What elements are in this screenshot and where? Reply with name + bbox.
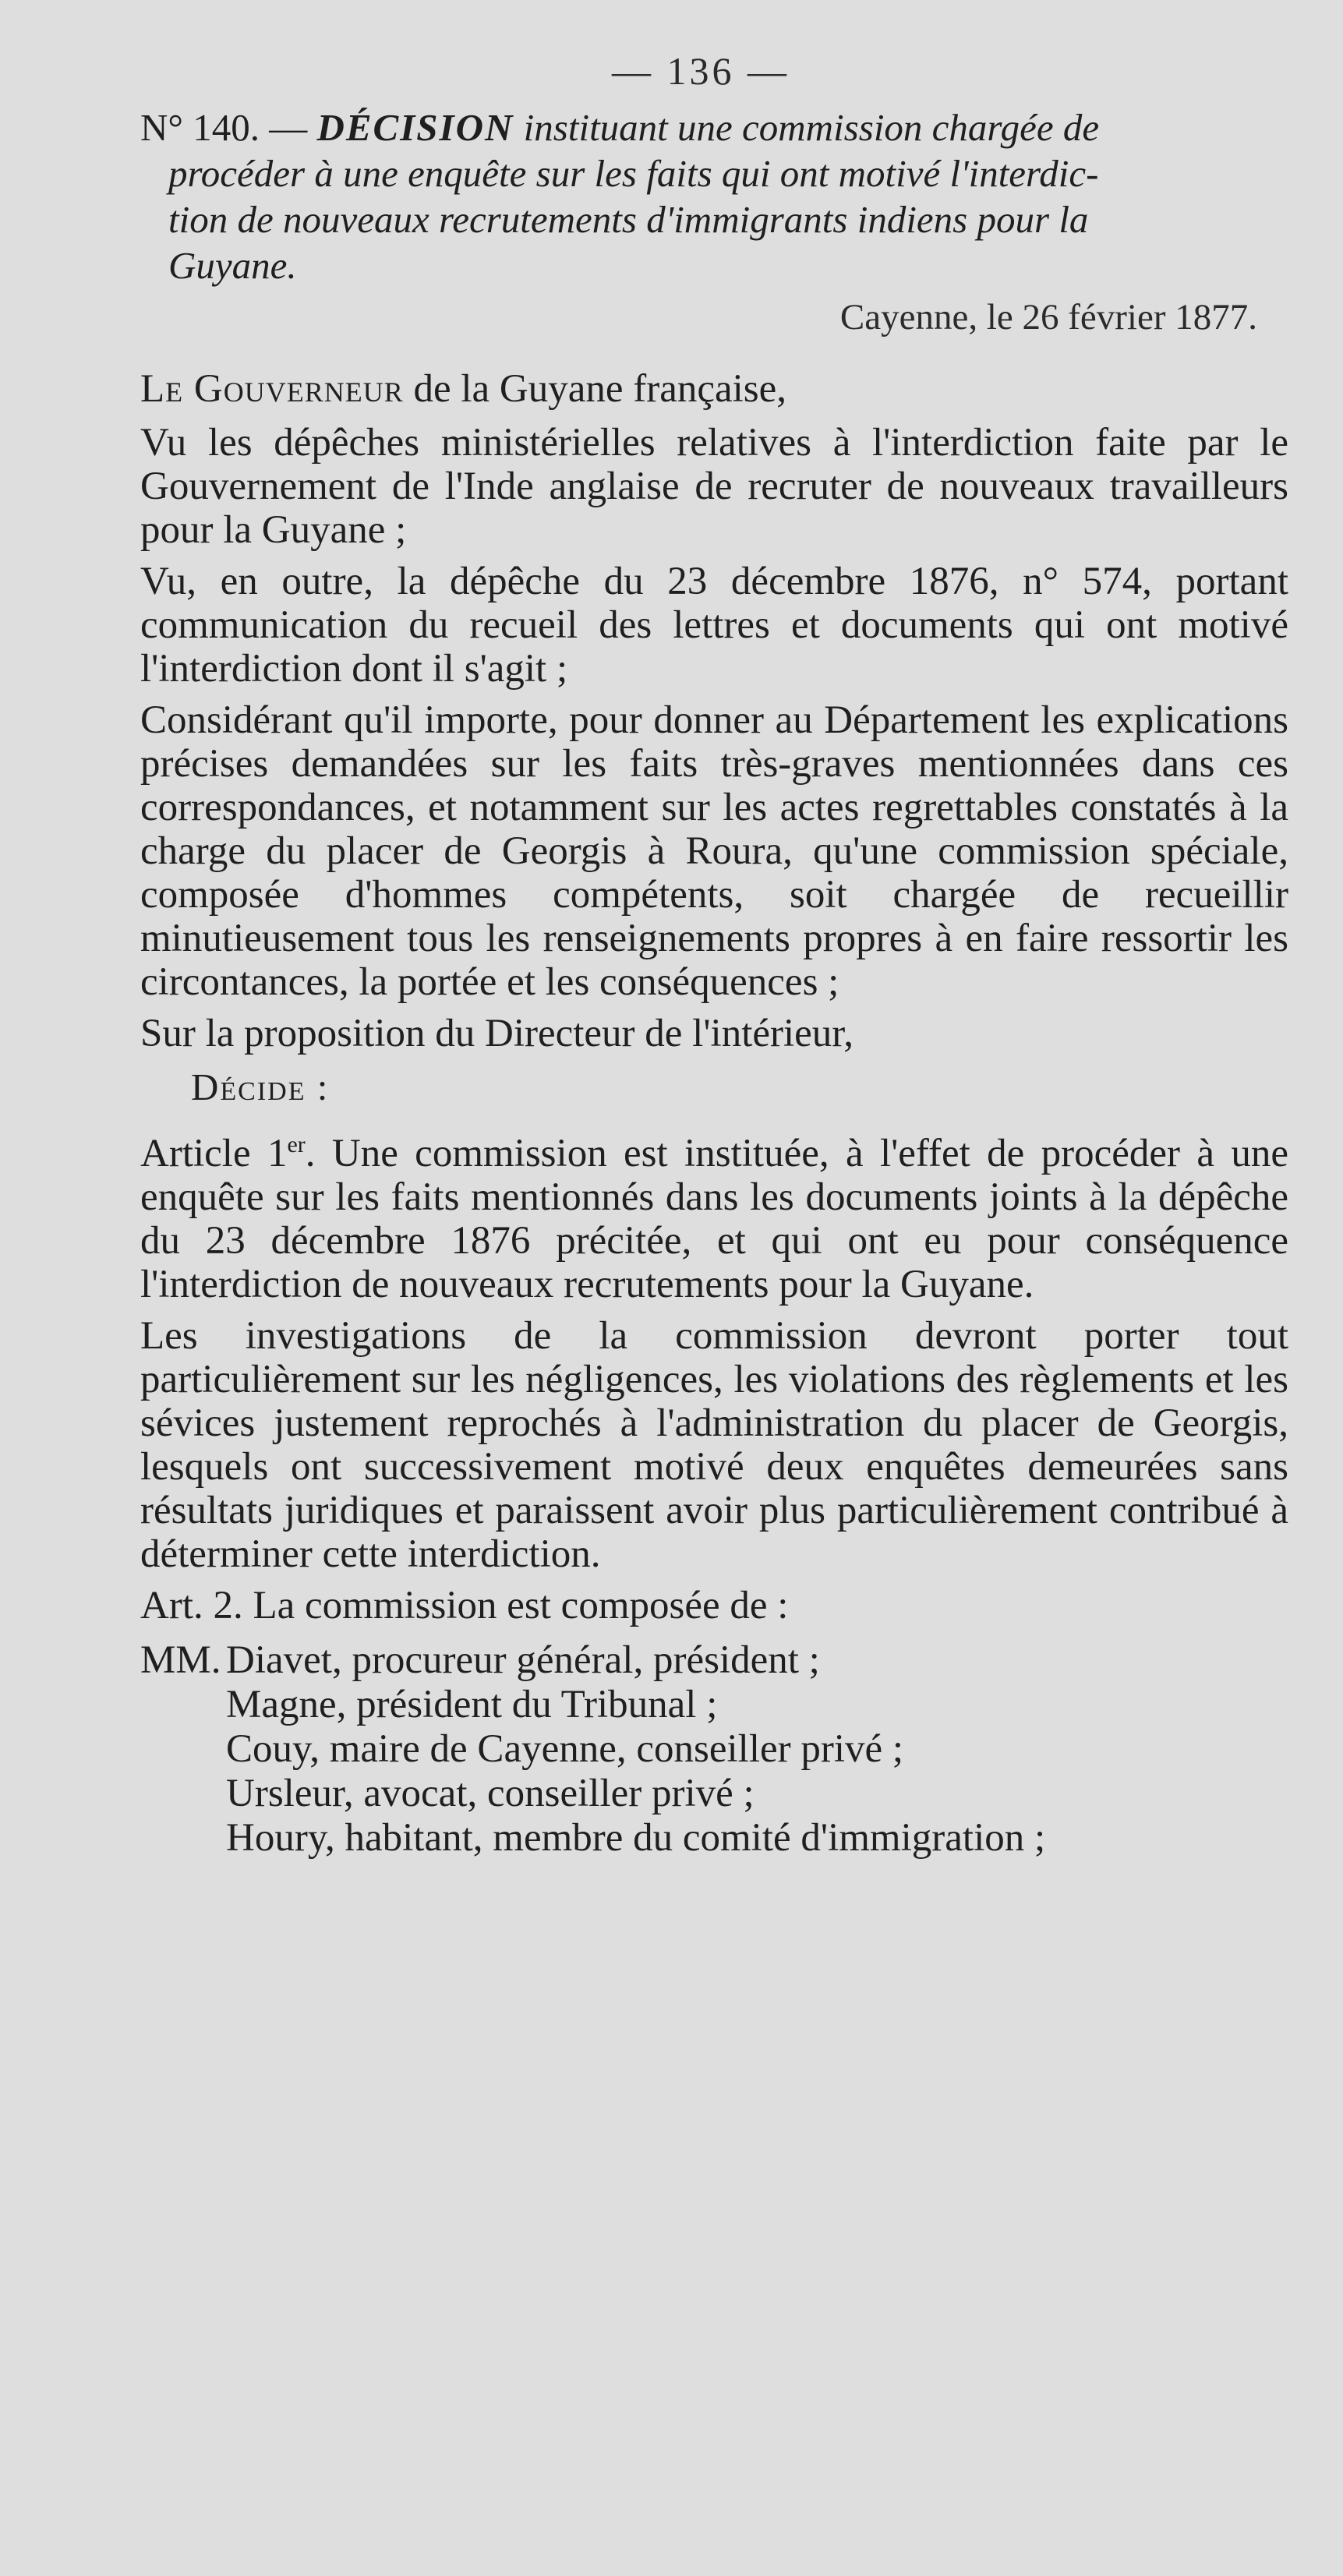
article-1-text: . Une commission est instituée, à l'effet de procéder à une enquête sur les faits mentionnés dans les documents joints à la dépêche du 23 décembre 1876 précitée, et qui ont eu pour conséquence l'interdiction de nouveaux recrutements pour la Guyane. <box>140 1132 1288 1306</box>
heading-line-3: tion de nouveaux recrutements d'immigrants indiens pour la <box>168 198 1089 241</box>
heading-line-4: Guyane. <box>168 244 297 287</box>
decision-number: N° 140. <box>140 106 260 149</box>
heading-dash: — <box>269 106 308 149</box>
member-item: Houry, habitant, membre du comité d'immigration ; <box>226 1816 1046 1860</box>
decision-heading <box>140 104 1288 288</box>
paragraph-considerant: Considérant qu'il importe, pour donner au Département les explications précises demandées sur les faits très-graves mentionnées dans ces correspondances, et notamment sur les actes regrettables constatés à la charge du placer de Georgis à Roura, qu'une commission spéciale, composée d'hommes compétents, soit chargée de recueillir minutieusement tous les renseignements propres à en faire ressortir les circontances, la portée et les conséquences ; <box>140 698 1288 1004</box>
decide-heading: Décide : <box>191 1065 330 1108</box>
member-item: Magne, président du Tribunal ; <box>226 1683 718 1726</box>
authority-line <box>140 366 1288 412</box>
member-item: Diavet, procureur général, président ; <box>226 1638 820 1682</box>
article-1-label-text: Article 1 <box>140 1132 288 1175</box>
decision-keyword: DÉCISION <box>316 106 514 149</box>
article-1-sup: er <box>287 1132 306 1157</box>
page-number: — 136 — <box>612 49 790 93</box>
authority-title: Le Gouverneur <box>140 367 404 411</box>
article-2: Art. 2. La commission est composée de : <box>140 1584 789 1627</box>
member-item: Couy, maire de Cayenne, conseiller privé ; <box>226 1727 904 1771</box>
heading-line-2: procéder à une enquête sur les faits qui ont motivé l'interdic- <box>168 152 1099 195</box>
member-list <box>140 1638 1288 1860</box>
member-prefix: MM. <box>140 1638 221 1682</box>
authority-rest: de la Guyane française, <box>413 367 787 411</box>
article-1-label <box>140 1132 306 1175</box>
dateline: Cayenne, le 26 février 1877. <box>839 297 1257 337</box>
member-item: Ursleur, avocat, conseiller privé ; <box>226 1772 755 1815</box>
heading-line-1: instituant une commission chargée de <box>523 106 1100 149</box>
paragraph-proposition: Sur la proposition du Directeur de l'intérieur, <box>140 1012 854 1055</box>
article-1 <box>140 1123 1288 1306</box>
paragraph-vu-en-outre: Vu, en outre, la dépêche du 23 décembre 1876, n° 574, portant communication du recueil des lettres et documents qui ont motivé l'interdiction dont il s'agit ; <box>140 560 1288 691</box>
paragraph-vu-depeches: Vu les dépêches ministérielles relatives à l'interdiction faite par le Gouvernement de l'Inde anglaise de recruter de nouveaux travailleurs pour la Guyane ; <box>140 421 1288 552</box>
article-1-paragraph-2: Les investigations de la commission devront porter tout particulièrement sur les négligences, les violations des règlements et les sévices justement reprochés à l'administration du placer de Georgis, lesquels ont successivement motivé deux enquêtes demeurées sans résultats juridiques et paraissent avoir plus particulièrement contribué à déterminer cette interdiction. <box>140 1314 1288 1576</box>
member-row <box>140 1638 1288 1683</box>
